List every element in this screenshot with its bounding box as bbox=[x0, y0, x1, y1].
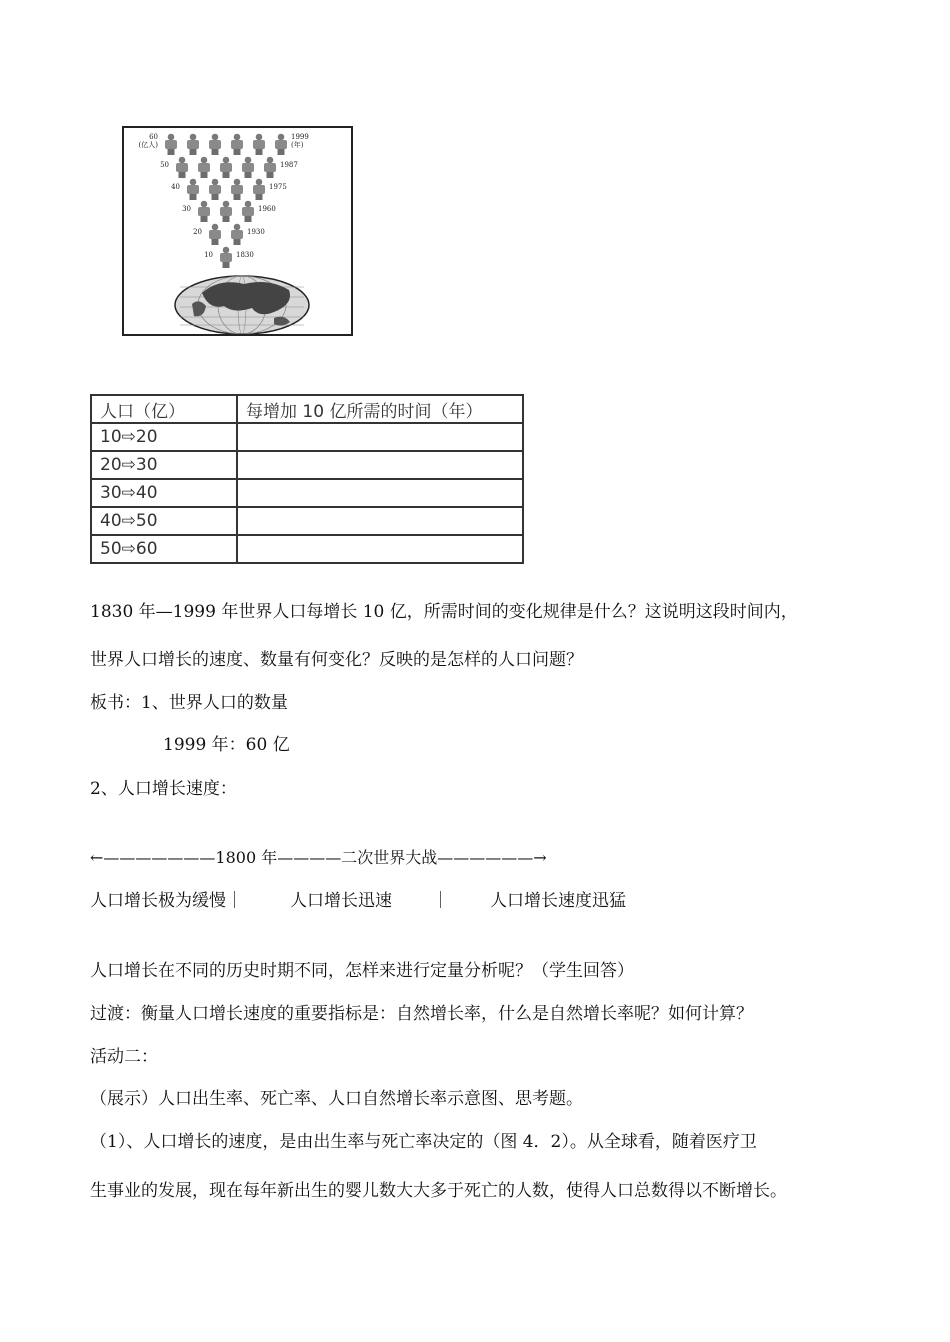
person-icon bbox=[198, 157, 210, 178]
question-line-2: 世界人口增长的速度、数量有何变化？反映的是怎样的人口问题？ bbox=[90, 650, 583, 670]
person-icon bbox=[187, 179, 199, 200]
activity-heading: 活动二： bbox=[90, 1047, 158, 1067]
table-row bbox=[91, 451, 523, 479]
person-icon bbox=[220, 157, 232, 178]
person-icon bbox=[209, 179, 221, 200]
person-icon bbox=[231, 179, 243, 200]
person-icon bbox=[209, 134, 221, 155]
person-icon bbox=[242, 157, 254, 178]
transition-line: 过渡：衡量人口增长速度的重要指标是：自然增长率，什么是自然增长率呢？如何计算？ bbox=[90, 1004, 753, 1024]
table-row bbox=[91, 535, 523, 563]
person-icon bbox=[242, 201, 254, 222]
show-line: （展示）人口出生率、死亡率、人口自然增长率示意图、思考题。 bbox=[90, 1089, 583, 1109]
person-icon bbox=[198, 201, 210, 222]
board-heading-2: 2、人口增长速度： bbox=[90, 779, 237, 799]
table-cell-years bbox=[237, 451, 523, 479]
person-icon bbox=[220, 247, 232, 268]
globe-icon bbox=[175, 276, 309, 334]
table-cell-years bbox=[237, 535, 523, 563]
question-line-3: 人口增长在不同的历史时期不同，怎样来进行定量分析呢？（学生回答） bbox=[90, 961, 634, 981]
phase-rapid: 人口增长迅速 bbox=[290, 891, 392, 911]
person-icon bbox=[275, 134, 287, 155]
population-label: 10 bbox=[204, 251, 213, 259]
question-line-1: 1830 年—1999 年世界人口每增长 10 亿，所需时间的变化规律是什么？这说明这段时间内， bbox=[90, 602, 798, 622]
population-label: 40 bbox=[171, 183, 180, 191]
person-icon bbox=[231, 134, 243, 155]
person-icon bbox=[187, 134, 199, 155]
table-cell-range: 10⇨20 bbox=[91, 423, 237, 451]
population-label: 60 (亿人) bbox=[138, 133, 158, 149]
person-icon bbox=[220, 201, 232, 222]
year-label: 1975 bbox=[269, 183, 287, 191]
board-population-1999: 1999 年：60 亿 bbox=[163, 735, 290, 755]
paragraph-line-1: （1）、人口增长的速度，是由出生率与死亡率决定的（图 4．2）。从全球看，随着医疗卫 bbox=[90, 1132, 757, 1152]
population-label: 30 bbox=[182, 205, 191, 213]
table-cell-years bbox=[237, 423, 523, 451]
table-cell-range: 30⇨40 bbox=[91, 479, 237, 507]
person-icon bbox=[165, 134, 177, 155]
person-icon bbox=[253, 134, 265, 155]
person-icon bbox=[231, 224, 243, 245]
person-icon bbox=[264, 157, 276, 178]
person-icon bbox=[176, 157, 188, 178]
population-label: 50 bbox=[160, 161, 169, 169]
population-label: 20 bbox=[193, 228, 202, 236]
table-cell-years bbox=[237, 507, 523, 535]
table-cell-range: 20⇨30 bbox=[91, 451, 237, 479]
table-cell-range: 50⇨60 bbox=[91, 535, 237, 563]
timeline-arrow: ←———————1800 年————二次世界大战——————→ bbox=[90, 848, 547, 867]
table-row bbox=[91, 423, 523, 451]
table-row bbox=[91, 507, 523, 535]
year-label: 1830 bbox=[236, 251, 254, 259]
year-label: 1960 bbox=[258, 205, 276, 213]
paragraph-line-2: 生事业的发展，现在每年新出生的婴儿数大大多于死亡的人数，使得人口总数得以不断增长。 bbox=[90, 1181, 787, 1201]
population-table bbox=[90, 394, 524, 564]
phase-very-rapid: 人口增长速度迅猛 bbox=[490, 891, 626, 911]
table-header-population: 人口（亿） bbox=[91, 395, 237, 423]
phase-separator: ｜ bbox=[432, 891, 449, 911]
person-icon bbox=[253, 179, 265, 200]
year-label: 1999 (年) bbox=[291, 133, 309, 149]
population-figure bbox=[122, 126, 353, 336]
person-icon bbox=[209, 224, 221, 245]
table-header-row bbox=[91, 395, 523, 423]
population-figure-graphic bbox=[124, 128, 351, 334]
year-label: 1930 bbox=[247, 228, 265, 236]
table-cell-range: 40⇨50 bbox=[91, 507, 237, 535]
table-row bbox=[91, 479, 523, 507]
table-cell-years bbox=[237, 479, 523, 507]
phase-slow: 人口增长极为缓慢｜ bbox=[90, 891, 243, 911]
board-heading-1: 板书：1、世界人口的数量 bbox=[90, 693, 288, 713]
year-label: 1987 bbox=[280, 161, 298, 169]
table-header-years: 每增加 10 亿所需的时间（年） bbox=[237, 395, 523, 423]
